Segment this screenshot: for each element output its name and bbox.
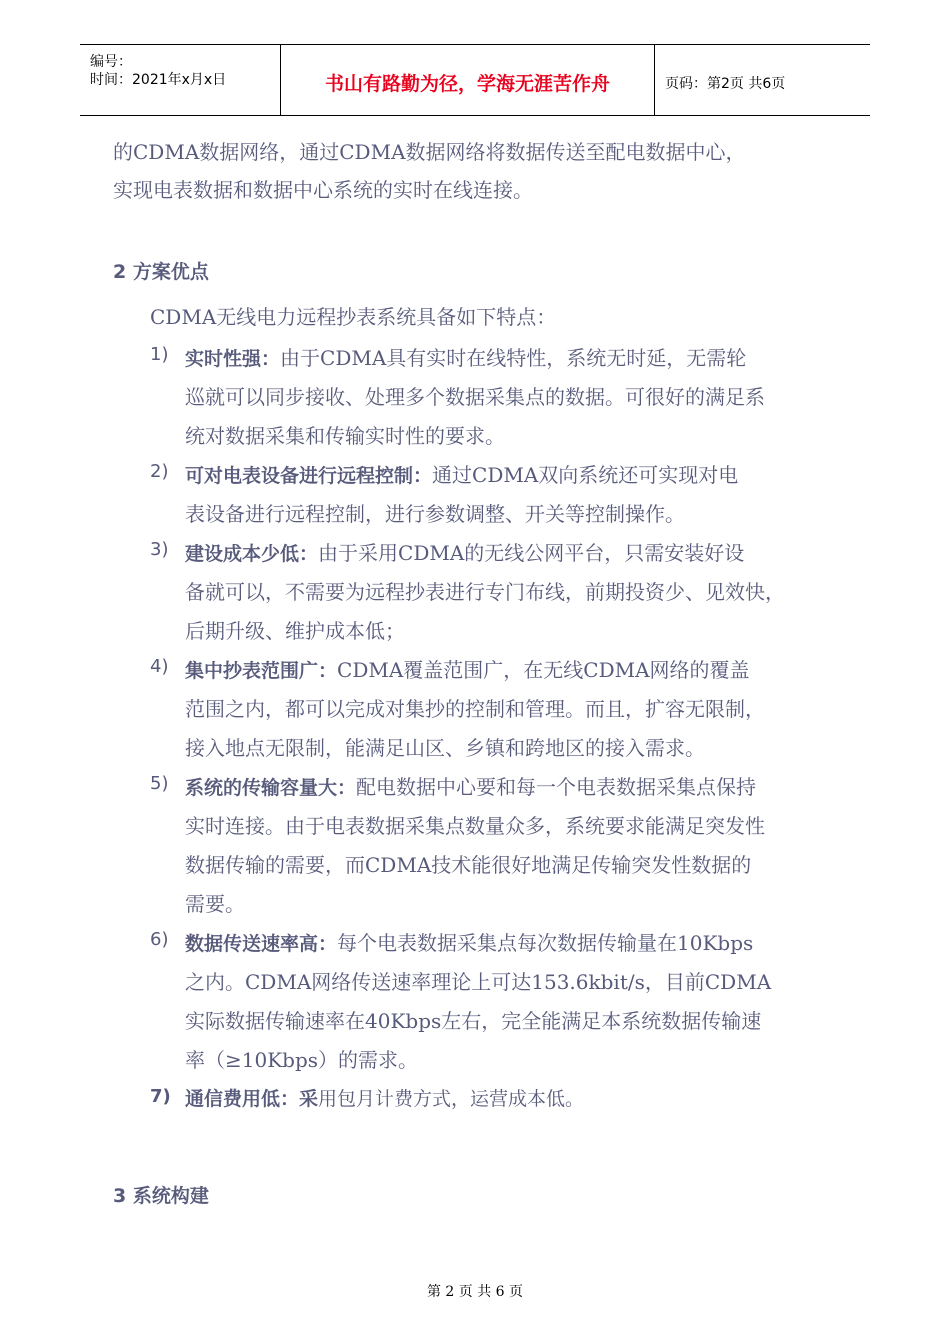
list-item-title: 集中抄表范围广： [185,660,338,682]
motto: 书山有路勤为径，学海无涯苦作舟 [324,73,610,95]
list-item-text: 实时连接。由于电表数据采集点数量众多，系统要求能满足突发性 [185,814,765,838]
list-item [185,1084,584,1111]
list-item-text: 数据传输的需要，而CDMA技术能很好地满足传输突发性数据的 [185,853,752,877]
list-item [185,537,744,566]
list-item-number: 2) [150,461,169,482]
list-item-text: 由于CDMA具有实时在线特性，系统无时延，无需轮 [280,346,747,370]
section-2-lead: CDMA无线电力远程抄表系统具备如下特点： [150,305,557,329]
list-item-text: 统对数据采集和传输实时性的要求。 [185,424,505,448]
list-item-text: CDMA覆盖范围广，在无线CDMA网络的覆盖 [337,658,750,682]
list-item-text: 巡就可以同步接收、处理多个数据采集点的数据。可很好的满足系 [185,385,765,409]
list-item-text: 后期升级、维护成本低； [185,619,405,643]
list-item-text: 率（≥10Kbps）的需求。 [185,1048,419,1072]
list-item-text: 需要。 [185,892,245,916]
list-item-title: 系统的传输容量大： [185,777,357,799]
list-item-text: 由于采用CDMA的无线公网平台，只需安装好设 [318,541,745,565]
page-indicator: 页码：第2页 共6页 [665,76,786,92]
date-label: 时间：2021年x月x日 [90,72,227,88]
list-item-title: 可对电表设备进行远程控制： [185,465,433,487]
list-item-text: 接入地点无限制，能满足山区、乡镇和跨地区的接入需求。 [185,736,705,760]
list-item [185,927,753,956]
list-item-text: 通过CDMA双向系统还可实现对电 [432,463,739,487]
header-page-cell [655,45,870,115]
list-item-text: 每个电表数据采集点每次数据传输量在10Kbps [337,931,754,955]
number-label: 编号： [90,54,132,70]
list-item-text: 之内。CDMA网络传送速率理论上可达153.6kbit/s，目前CDMA [185,970,772,994]
intro-line-2: 实现电表数据和数据中心系统的实时在线连接。 [113,178,533,202]
list-item-number: 6) [150,929,169,950]
list-item-text: 实际数据传输速率在40Kbps左右，完全能满足本系统数据传输速 [185,1009,762,1033]
page-footer: 第 2 页 共 6 页 [426,1284,524,1300]
header-motto-cell [281,45,655,115]
intro-line-1: 的CDMA数据网络，通过CDMA数据网络将数据传送至配电数据中心， [113,140,746,164]
list-item [185,771,756,800]
list-item-number: 7) [150,1086,171,1107]
page-header [80,44,870,116]
list-item-title: 建设成本少低： [185,543,319,565]
list-item-title: 数据传送速率高： [185,933,338,955]
list-item-title: 实时性强： [185,348,281,370]
section-3-heading: 3 系统构建 [113,1185,209,1207]
list-item [185,459,738,488]
list-item-text: 用包月计费方式，运营成本低。 [318,1088,585,1110]
list-item-text: 表设备进行远程控制，进行参数调整、开关等控制操作。 [185,502,685,526]
list-item-number: 1) [150,344,169,365]
list-item-number: 5) [150,773,169,794]
section-2-heading: 2 方案优点 [113,261,209,283]
list-item-text: 配电数据中心要和每一个电表数据采集点保持 [356,775,757,799]
list-item-text: 范围之内，都可以完成对集抄的控制和管理。而且，扩容无限制， [185,697,765,721]
list-item [185,654,750,683]
list-item-text: 备就可以，不需要为远程抄表进行专门布线，前期投资少、见效快， [185,580,785,604]
list-item-number: 4) [150,656,169,677]
list-item-title: 通信费用低：采 [185,1088,319,1110]
list-item [185,342,746,371]
list-item-number: 3) [150,539,169,560]
header-meta-cell [80,45,281,115]
